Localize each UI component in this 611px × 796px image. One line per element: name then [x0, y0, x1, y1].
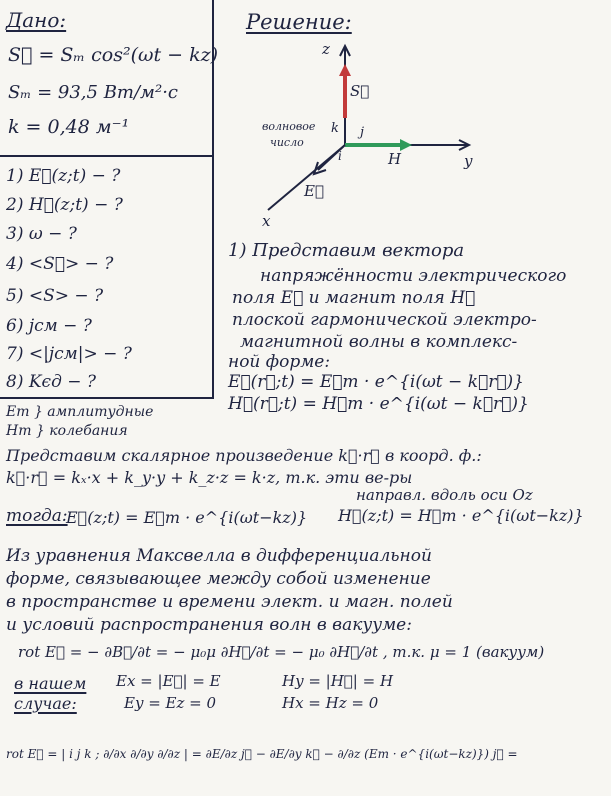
complex-e-equation: E⃗(r⃗;t) = E⃗m · e^{i(ωt − k⃗r⃗)}: [228, 372, 524, 392]
maxwell-line-3: в пространстве и времени элект. и магн. полей: [6, 592, 453, 612]
scalar-product-equation: k⃗·r⃗ = kₓ·x + k_y·y + k_z·z = k·z, т.к. эти ве-ры: [6, 468, 413, 487]
step1-line-3: поля E⃗ и магнит поля H⃗: [232, 288, 476, 308]
e-vector-label: E⃗: [304, 182, 324, 200]
h-vector-label: H: [388, 150, 402, 168]
step1-line-6: ной форме:: [228, 352, 331, 372]
maxwell-line-4: и условий распространения волн в вакууме:: [6, 615, 412, 635]
s-vector-label: S⃗: [350, 82, 370, 100]
unknown-6: 6) jсм − ?: [6, 316, 92, 336]
maxwell-line-2: форме, связывающее между собой изменение: [6, 569, 431, 589]
solution-heading: Решение:: [246, 10, 352, 34]
unknown-8: 8) Kєд − ?: [6, 372, 97, 392]
unknown-5: 5) <S> − ?: [6, 286, 104, 306]
axes-diagram: [0, 0, 611, 260]
k-unit-label: k: [331, 121, 339, 136]
unknown-4: 4) <S⃗> − ?: [6, 254, 114, 274]
h-vector-arrowhead: [400, 139, 412, 151]
case-ex: Ex = |E⃗| = E: [116, 672, 221, 690]
wave-number-label-1: волновое: [262, 120, 316, 133]
case-hy: Hy = |H⃗| = H: [282, 672, 394, 690]
unknown-2: 2) H⃗(z;t) − ?: [6, 195, 123, 215]
then-h-equation: H⃗(z;t) = H⃗m · e^{i(ωt−kz)}: [338, 506, 584, 525]
unknown-1: 1) E⃗(z;t) − ?: [6, 166, 121, 186]
complex-h-equation: H⃗(r⃗;t) = H⃗m · e^{i(ωt − k⃗r⃗)}: [228, 394, 529, 414]
rot-e-equation: rot E⃗ = − ∂B⃗/∂t = − μ₀μ ∂H⃗/∂t = − μ₀ ∂H⃗/∂t , т.к. μ = 1 (вакуум): [18, 643, 545, 661]
rot-e-determinant: rot E⃗ = | i j k ; ∂/∂x ∂/∂y ∂/∂z | = ∂E/∂z j⃗ − ∂E/∂y k⃗ − ∂/∂z (Em · e^{i(ωt−kz)}) j⃗ =: [6, 747, 518, 761]
amplitude-label-h: Hm } колебания: [6, 423, 128, 439]
maxwell-line-1: Из уравнения Максвелла в дифференциальной: [6, 546, 432, 566]
unknown-3: 3) ω − ?: [6, 224, 77, 244]
step1-line-1: 1) Представим вектора: [228, 240, 465, 261]
given-eq-k: k = 0,48 м⁻¹: [8, 116, 130, 138]
scalar-product-line: Представим скалярное произведение k⃗·r⃗ в коорд. ф.:: [6, 446, 482, 465]
amplitude-label-e: Em } амплитудные: [6, 404, 154, 420]
x-axis-label: x: [262, 212, 271, 230]
z-axis-label: z: [322, 40, 330, 58]
case-hxhz: Hx = Hz = 0: [282, 694, 379, 712]
case-eyez: Ey = Ez = 0: [124, 694, 217, 712]
step1-line-5: магнитной волны в комплекс-: [240, 332, 518, 352]
given-eq-sm: Sₘ = 93,5 Вт/м²·с: [8, 82, 178, 103]
then-e-equation: E⃗(z;t) = E⃗m · e^{i(ωt−kz)}: [66, 508, 308, 527]
scalar-product-note: направл. вдоль оси Oz: [356, 486, 533, 504]
given-heading: Дано:: [6, 8, 67, 32]
then-label: тогда:: [6, 506, 68, 526]
our-case-label-2: случае:: [14, 694, 77, 713]
given-eq-s: S⃗ = Sₘ cos²(ωt − kz): [8, 44, 219, 66]
y-axis-label: y: [464, 152, 473, 170]
our-case-label-1: в нашем: [14, 674, 87, 693]
step1-line-2: напряжённости электрического: [260, 266, 567, 286]
wave-number-label-2: число: [270, 136, 304, 149]
given-box-bottom: [0, 397, 214, 399]
j-unit-label: j: [360, 125, 365, 140]
i-unit-label: i: [338, 149, 342, 163]
s-vector-arrowhead: [339, 64, 351, 76]
unknown-7: 7) <|jсм|> − ?: [6, 344, 132, 364]
step1-line-4: плоской гармонической электро-: [232, 310, 537, 330]
